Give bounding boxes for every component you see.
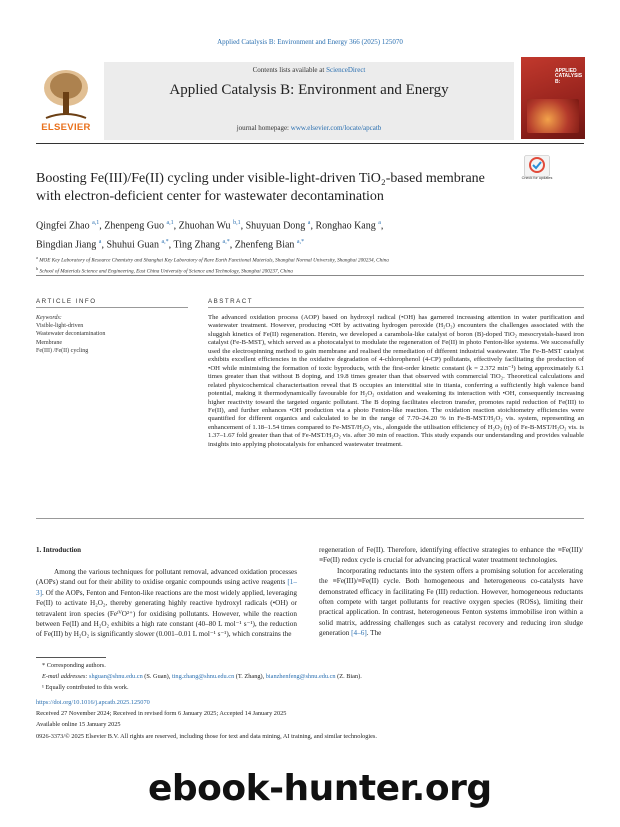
received-dates: Received 27 November 2024; Received in revised form 6 January 2025; Accepted 14 January 2025 [36,710,287,718]
footnotes [36,660,584,694]
author-name[interactable]: , Zhuohan Wu [173,220,234,232]
email-owner: (S. Guan), [142,673,172,681]
intro-p3-continued: . The [366,629,382,638]
intro-paragraph-2: regeneration of Fe(II). Therefore, identifying effective strategies to enhance the ≡Fe(III)/≡Fe(II) redox cycle is crucial for advancing practical water treatment technologies. [319,546,583,565]
email-link-guan[interactable]: shguan@shnu.edu.cn [89,673,143,681]
keyword-item: Wastewater decontamination [36,331,106,338]
corresponding-note: * Corresponding authors. [42,662,106,669]
affiliation-marker[interactable]: a,* [161,239,169,246]
keywords-block [36,314,196,355]
copyright-line: 0926-3373/© 2025 Elsevier B.V. All rights are reserved, including those for text and data mining, AI training, and similar technologies. [36,732,377,740]
email-owner: (T. Zhang), [234,673,266,681]
check-updates-label[interactable]: Check for updates [521,176,553,180]
article-info-heading: ARTICLE INFO [36,298,97,305]
intro-right-column [319,545,583,639]
article-info-rule [36,307,188,308]
cover-artwork [527,99,579,133]
email-link-bian[interactable]: bianzhenfeng@shnu.edu.cn [265,673,336,681]
citation-link[interactable]: [1–3] [36,578,297,597]
intro-paragraph-3 [319,566,583,639]
author-name[interactable]: Bingdian Jiang [36,239,99,251]
author-name[interactable]: , Ting Zhang [168,239,223,251]
abstract-rule [208,307,584,308]
affiliation-marker[interactable]: a,1 [166,220,174,226]
homepage-prefix: journal homepage: [236,124,291,132]
contents-line [104,66,514,74]
intro-p1-text: Among the various techniques for pollutant removal, advanced oxidation processes (AOPs) stand out for their ability to oxidise organic compounds using active reagents [36,568,297,587]
keywords-heading: Keywords: [36,315,62,321]
email-label: E-mail addresses: [42,673,89,681]
affiliation-marker[interactable]: a [98,239,102,246]
paper-title: Boosting Fe(III)/Fe(II) cycling under visible-light-driven TiO₂-based membrane with electron-deficient center for wastewater decontamination [36,171,485,204]
email-note [36,671,584,682]
affiliations [36,254,576,275]
journal-title: Applied Catalysis B: Environment and Energy [169,82,449,98]
affiliation-marker[interactable]: a [307,220,311,226]
elsevier-wordmark: ELSEVIER [41,122,91,133]
abstract-heading: ABSTRACT [208,298,254,305]
homepage-link[interactable]: www.elsevier.com/locate/apcatb [290,124,382,132]
footnote-rule [36,657,106,658]
intro-heading: 1. Introduction [36,546,81,554]
authors-line-2 [36,234,556,253]
affiliation-marker[interactable]: a,* [296,239,305,246]
affiliation-marker: b [36,265,39,271]
author-name[interactable]: , Shuyuan Dong [240,220,308,232]
affiliation-rule [36,275,584,276]
affiliation-marker[interactable]: a,* [222,239,230,246]
author-name[interactable]: Qingfei Zhao [36,220,93,232]
keyword-item: Fe(III) /Fe(II) cycling [36,347,89,354]
affiliation-text: School of Materials Science and Engineering, East China University of Science and Technology, Shanghai 200237, China [38,268,293,275]
author-name[interactable]: , Zhenpeng Guo [99,220,167,232]
sciencedirect-link[interactable]: ScienceDirect [326,66,366,74]
affiliation-line [36,254,576,265]
author-name[interactable]: , Zhenfeng Bian [229,239,297,251]
affiliation-marker[interactable]: a,1 [92,220,100,226]
intro-left-column [36,567,297,640]
affiliation-marker[interactable]: a [378,220,381,226]
watermark-text: ebook-hunter.org [148,768,492,809]
affiliation-marker[interactable]: b,1 [233,220,241,226]
intro-p1-continued: . Of the AOPs, Fenton and Fenton-like reactions are the most widely applied, leveraging Fe(II) to activate H₂O₂, thereby generating highly reactive hydroxyl radicals (•OH) or tetravalent iron species (FeᴵⱽO²⁺) for oxidising pollutants. However, while the reaction between Fe(II) and H₂O₂ exhibits a high rate constant (40–80 L mol⁻¹ s⁻¹), the reduction of Fe(III) by H₂O₂ is significantly slower (0.001–0.01 L mol⁻¹ s⁻¹), which constrains the [36,588,297,639]
abstract-text: The advanced oxidation process (AOP) based on hydroxyl radical (•OH) has garnered increasing attention in water purification and wastewater treatment. However, producing •OH by activating hydrogen peroxide (H₂O₂) encounters the challenges associated with the sluggish kinetics of Fe(II) regeneration. Herein, we developed a carambola-like catalyst of boron (B)-doped TiO₂ mesocrystals-based iron catalyst (Fe-B-MST), which served as a photocatalyst to modulate the regeneration of Fe(II) in photo Fenton-like systems. We successfully used the electrospinning method to gain membrane and realised the remediation of different industrial wastewater. The Fe-B-MST catalyst exhibits excellent efficiencies in the oxidative degradation of 4-chlorophenol (4-CP) pollutants, effectively facilitating the production of •OH while minimising the formation of toxic byproducts, with the first-order kinetic constant (k = 2.372 min⁻¹) being approximately 6.1 times greater than that without B doping, and 19.8 times greater than that observed with commercial TiO₂. Theoretical calculations and related physicochemical characterisation reveal that B occupies an interstitial site in titania, conferring a sufficiently high valence band potential, making it thermodynamically favourable for H₂O₂ oxidation and weakening its interaction with •OH, consequently increasing higher reactivity toward the targeted organic pollutant. The B doping facilitates electron transfer, promotes rapid reduction of Fe(III) to Fe(II), and further enhances •OH production via a photo Fenton-like reaction. The oxidation reaction stoichiometry efficiencies were quantified for different organics and calculated to be in the range of 7.70–24.20 % in Fe-B-MST/H₂O₂ vis. system, representing an enhancement of 1.18–1.54 times compared to Fe-MST/H₂O₂ vis., alongside the utilisation efficiency of H₂O₂ (η) of Fe-B-MST/H₂O₂ vis. is 1.37–1.67 fold greater than that of Fe-MST/H₂O₂ vis. after 30 min of reaction. This study expands our understanding and provides valuable insights into applying photocatalysis for enhanced wastewater treatment. [208,314,584,448]
affiliation-marker: a [36,255,38,260]
email-owner: (Z. Bian). [335,673,362,681]
equal-contribution-note: ¹ Equally contributed to this work. [42,684,129,692]
intro-p3-text: Incorporating reductants into the system offers a promising solution for accelerating the ≡Fe(III)/≡Fe(II) cycle. Both homogeneous and heterogeneous co-catalysts have demonstrated efficacy in facilitating Fe (III) reduction. However, homogeneous reductants often compete with target pollutants for reactive oxygen species (ROSs), limiting their practical application. In contrast, heterogeneous Fenton systems immobilise iron within a solid matrix, addressing challenges such as catalyst recovery and reducing iron sludge generation [319,566,583,638]
doi-link[interactable]: https://doi.org/10.1016/j.apcatb.2025.125070 [36,699,150,706]
author-name[interactable]: , Shuhui Guan [101,239,162,251]
author-list [36,215,556,254]
contents-prefix: Contents lists available at [252,66,327,74]
journal-reference[interactable]: Applied Catalysis B: Environment and Energy 366 (2025) 125070 [217,38,403,46]
article-metadata [36,697,584,742]
keyword-item: Visible-light-driven [36,323,84,330]
citation-link[interactable]: [4–6] [351,629,367,638]
keyword-item: Membrane [36,339,62,346]
author-name[interactable]: , [380,220,384,232]
cover-title: APPLIED CATALYSIS B: [555,68,583,85]
available-online: Available online 15 January 2025 [36,721,121,729]
abstract-end-rule [36,518,584,519]
intro-paragraph-1 [36,567,297,640]
authors-line-1 [36,215,556,234]
header-rule [36,143,584,144]
affiliation-text: MOE Key Laboratory of Resource Chemistry and Shanghai Key Laboratory of Rare Earth Functional Materials, Shanghai Normal University, Shanghai 200234, China [37,257,389,264]
affiliation-line [36,265,576,276]
homepage-line [104,124,514,132]
email-link-zhang[interactable]: ting.zhang@shnu.edu.cn [171,673,235,681]
journal-cover-image[interactable] [521,57,585,139]
author-name[interactable]: , Ronghao Kang [310,220,379,232]
